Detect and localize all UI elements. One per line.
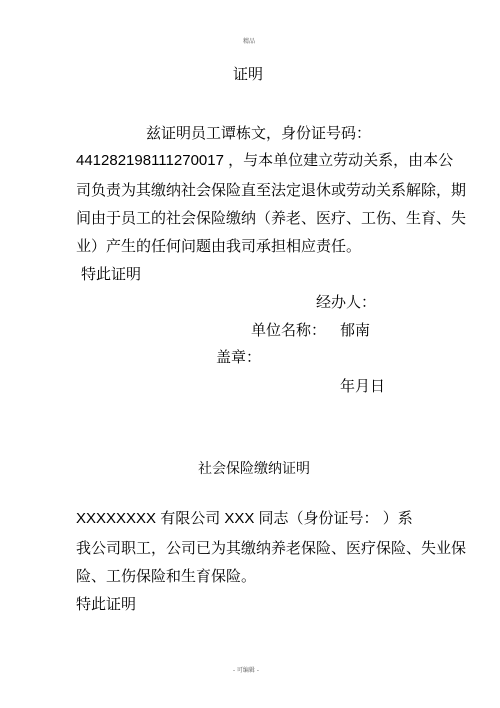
cert1-date: 年月日 <box>340 377 386 395</box>
cert1-unit-value: 郁南 <box>340 321 371 339</box>
cert1-seal: 盖章： <box>216 348 262 366</box>
cert2-special: 特此证明 <box>76 595 137 613</box>
cert2-line-2: 我公司职工，公司已为其缴纳养老保险、医疗保险、失业保 <box>76 539 467 557</box>
cert1-line-1: 兹证明员工谭栋文，身份证号码： <box>146 124 372 142</box>
cert2-line-3: 险、工伤保险和生育保险。 <box>76 567 257 585</box>
cert1-handler: 经办人： <box>316 293 377 311</box>
cert1-line-5: 业）产生的任何问题由我司承担相应责任。 <box>76 237 362 255</box>
cert1-line-2: 441282198111270017 ，与本单位建立劳动关系，由本公 <box>76 152 454 169</box>
cert1-unit-row <box>251 320 370 340</box>
header-mark: 精品 <box>243 38 256 45</box>
cert1-unit-label: 单位名称： <box>251 321 327 339</box>
cert1-line-3: 司负责为其缴纳社会保险直至法定退休或劳动关系解除，期 <box>76 181 467 199</box>
cert1-line-4: 间由于员工的社会保险缴纳（养老、医疗、工伤、生育、失 <box>76 209 467 227</box>
cert2-line-1: XXXXXXXX 有限公司 XXX 同志（身份证号： ）系 <box>76 510 413 527</box>
cert1-special: 特此证明 <box>81 265 142 283</box>
cert1-title: 证明 <box>233 65 264 83</box>
cert2-title: 社会保险缴纳证明 <box>198 461 310 477</box>
footer-mark: - 可编辑 - <box>233 667 259 674</box>
